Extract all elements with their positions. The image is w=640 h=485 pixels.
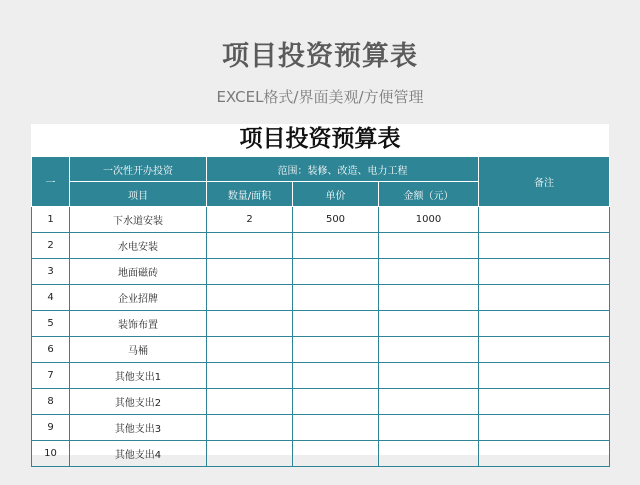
table-header (32, 157, 610, 207)
cell-amount[interactable] (379, 363, 479, 389)
cell-no[interactable]: 4 (32, 285, 70, 311)
cell-no[interactable]: 8 (32, 389, 70, 415)
cell-amount[interactable] (379, 233, 479, 259)
table-body (32, 207, 610, 467)
promo-subtitle: EXCEL格式/界面美观/方便管理 (216, 88, 424, 106)
cell-no[interactable]: 1 (32, 207, 70, 233)
cell-qty[interactable] (207, 259, 293, 285)
cell-item[interactable]: 下水道安装 (70, 207, 207, 233)
cell-item[interactable]: 企业招牌 (70, 285, 207, 311)
cell-amount[interactable] (379, 311, 479, 337)
promo-title: 项目投资预算表 (222, 41, 418, 72)
cell-price[interactable]: 500 (293, 207, 379, 233)
table-row (32, 441, 610, 467)
cell-note[interactable] (479, 415, 610, 441)
cell-price[interactable] (293, 259, 379, 285)
table-row (32, 259, 610, 285)
table-row (32, 285, 610, 311)
header-group-scope[interactable]: 范围：装修、改造、电力工程 (207, 157, 479, 182)
header-item[interactable]: 项目 (70, 182, 207, 207)
cell-amount[interactable]: 1000 (379, 207, 479, 233)
header-unit-price[interactable]: 单价 (293, 182, 379, 207)
cell-item[interactable]: 其他支出3 (70, 415, 207, 441)
budget-table (31, 156, 610, 467)
cell-item[interactable]: 其他支出1 (70, 363, 207, 389)
header-group-investment[interactable]: 一次性开办投资 (70, 157, 207, 182)
cell-amount[interactable] (379, 441, 479, 467)
cell-item[interactable]: 装饰布置 (70, 311, 207, 337)
cell-amount[interactable] (379, 337, 479, 363)
sheet-title: 项目投资预算表 (239, 126, 401, 152)
cell-price[interactable] (293, 285, 379, 311)
cell-note[interactable] (479, 311, 610, 337)
cell-note[interactable] (479, 233, 610, 259)
cell-amount[interactable] (379, 259, 479, 285)
cell-note[interactable] (479, 259, 610, 285)
table-row (32, 207, 610, 233)
cell-note[interactable] (479, 337, 610, 363)
cell-note[interactable] (479, 285, 610, 311)
cell-qty[interactable] (207, 311, 293, 337)
cell-price[interactable] (293, 415, 379, 441)
cell-price[interactable] (293, 311, 379, 337)
cell-note[interactable] (479, 363, 610, 389)
cell-item[interactable]: 马桶 (70, 337, 207, 363)
cell-no[interactable]: 6 (32, 337, 70, 363)
table-row (32, 363, 610, 389)
table-row (32, 311, 610, 337)
cell-item[interactable]: 其他支出4 (70, 441, 207, 467)
cell-item[interactable]: 水电安装 (70, 233, 207, 259)
cell-no[interactable]: 2 (32, 233, 70, 259)
cell-note[interactable] (479, 389, 610, 415)
header-index[interactable]: 一 (32, 157, 70, 207)
table-row (32, 389, 610, 415)
cell-note[interactable] (479, 207, 610, 233)
table-row (32, 415, 610, 441)
cell-qty[interactable] (207, 337, 293, 363)
cell-price[interactable] (293, 441, 379, 467)
cell-price[interactable] (293, 363, 379, 389)
cell-qty[interactable] (207, 415, 293, 441)
cell-price[interactable] (293, 337, 379, 363)
cell-item[interactable]: 其他支出2 (70, 389, 207, 415)
cell-no[interactable]: 7 (32, 363, 70, 389)
cell-amount[interactable] (379, 285, 479, 311)
cell-note[interactable] (479, 441, 610, 467)
cell-no[interactable]: 10 (32, 441, 70, 467)
cell-qty[interactable] (207, 441, 293, 467)
cell-qty[interactable] (207, 285, 293, 311)
cell-qty[interactable]: 2 (207, 207, 293, 233)
table-row (32, 337, 610, 363)
cell-qty[interactable] (207, 389, 293, 415)
cell-qty[interactable] (207, 233, 293, 259)
cell-no[interactable]: 9 (32, 415, 70, 441)
cell-price[interactable] (293, 233, 379, 259)
cell-amount[interactable] (379, 389, 479, 415)
cell-item[interactable]: 地面磁砖 (70, 259, 207, 285)
cell-no[interactable]: 3 (32, 259, 70, 285)
spreadsheet (31, 124, 609, 461)
cell-qty[interactable] (207, 363, 293, 389)
header-notes[interactable]: 备注 (479, 157, 610, 207)
table-row (32, 233, 610, 259)
cell-amount[interactable] (379, 415, 479, 441)
cell-price[interactable] (293, 389, 379, 415)
header-amount[interactable]: 金额（元） (379, 182, 479, 207)
cell-no[interactable]: 5 (32, 311, 70, 337)
header-quantity[interactable]: 数量/面积 (207, 182, 293, 207)
